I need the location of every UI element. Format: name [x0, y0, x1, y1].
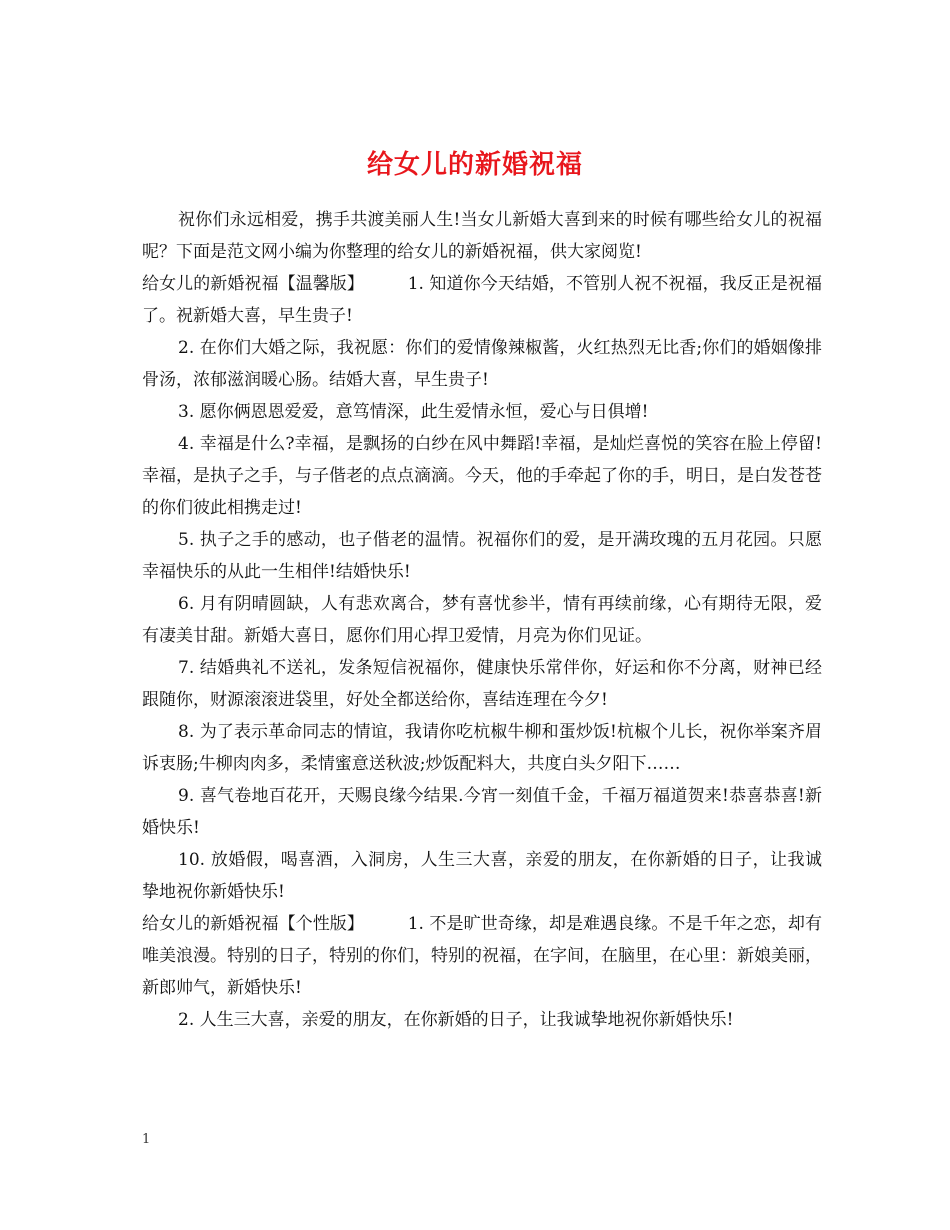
body-paragraph: 2. 在你们大婚之际，我祝愿：你们的爱情像辣椒酱，火红热烈无比香;你们的婚姻像排骨汤，浓郁滋润暖心肠。结婚大喜，早生贵子! [142, 338, 822, 390]
body-paragraph: 4. 幸福是什么?幸福，是飘扬的白纱在风中舞蹈!幸福，是灿烂喜悦的笑容在脸上停留!幸福，是执子之手，与子偕老的点点滴滴。今天，他的手牵起了你的手，明日，是白发苍苍的你们彼此相携走过! [142, 434, 822, 518]
body-paragraph: 9. 喜气卷地百花开，天赐良缘今结果.今宵一刻值千金，千福万福道贺来!恭喜恭喜!新婚快乐! [142, 786, 822, 838]
body-paragraph: 7. 结婚典礼不送礼，发条短信祝福你，健康快乐常伴你，好运和你不分离，财神已经跟随你，财源滚滚进袋里，好处全都送给你，喜结连理在今夕! [142, 658, 822, 710]
body-paragraph: 3. 愿你俩恩恩爱爱，意笃情深，此生爱情永恒，爱心与日俱增! [178, 402, 649, 422]
section-heading-paragraph: 给女儿的新婚祝福【温馨版】 1. 知道你今天结婚，不管别人祝不祝福，我反正是祝福了。祝新婚大喜，早生贵子! [142, 274, 822, 326]
body-paragraph: 8. 为了表示革命同志的情谊，我请你吃杭椒牛柳和蛋炒饭!杭椒个儿长，祝你举案齐眉诉衷肠;牛柳肉肉多，柔情蜜意送秋波;炒饭配料大，共度白头夕阳下…… [142, 722, 822, 774]
section-heading-paragraph: 给女儿的新婚祝福【个性版】 1. 不是旷世奇缘，却是难遇良缘。不是千年之恋，却有唯美浪漫。特别的日子，特别的你们，特别的祝福，在字间，在脑里，在心里：新娘美丽，新郎帅气，新婚快乐! [142, 914, 822, 998]
document-body [142, 204, 822, 1036]
body-paragraph: 6. 月有阴晴圆缺，人有悲欢离合，梦有喜忧参半，情有再续前缘，心有期待无限，爱有凄美甘甜。新婚大喜日，愿你们用心捍卫爱情，月亮为你们见证。 [142, 594, 822, 646]
body-paragraph: 5. 执子之手的感动，也子偕老的温情。祝福你们的爱，是开满玫瑰的五月花园。只愿幸福快乐的从此一生相伴!结婚快乐! [142, 530, 822, 582]
body-paragraph: 10. 放婚假，喝喜酒，入洞房，人生三大喜，亲爱的朋友，在你新婚的日子，让我诚挚地祝你新婚快乐! [142, 850, 822, 902]
body-paragraph: 祝你们永远相爱，携手共渡美丽人生!当女儿新婚大喜到来的时候有哪些给女儿的祝福呢？下面是范文网小编为你整理的给女儿的新婚祝福，供大家阅览! [142, 210, 822, 262]
body-paragraph: 2. 人生三大喜，亲爱的朋友，在你新婚的日子，让我诚挚地祝你新婚快乐! [178, 1010, 734, 1030]
page-number: 1 [142, 1132, 151, 1147]
page-title: 给女儿的新婚祝福 [366, 150, 583, 181]
